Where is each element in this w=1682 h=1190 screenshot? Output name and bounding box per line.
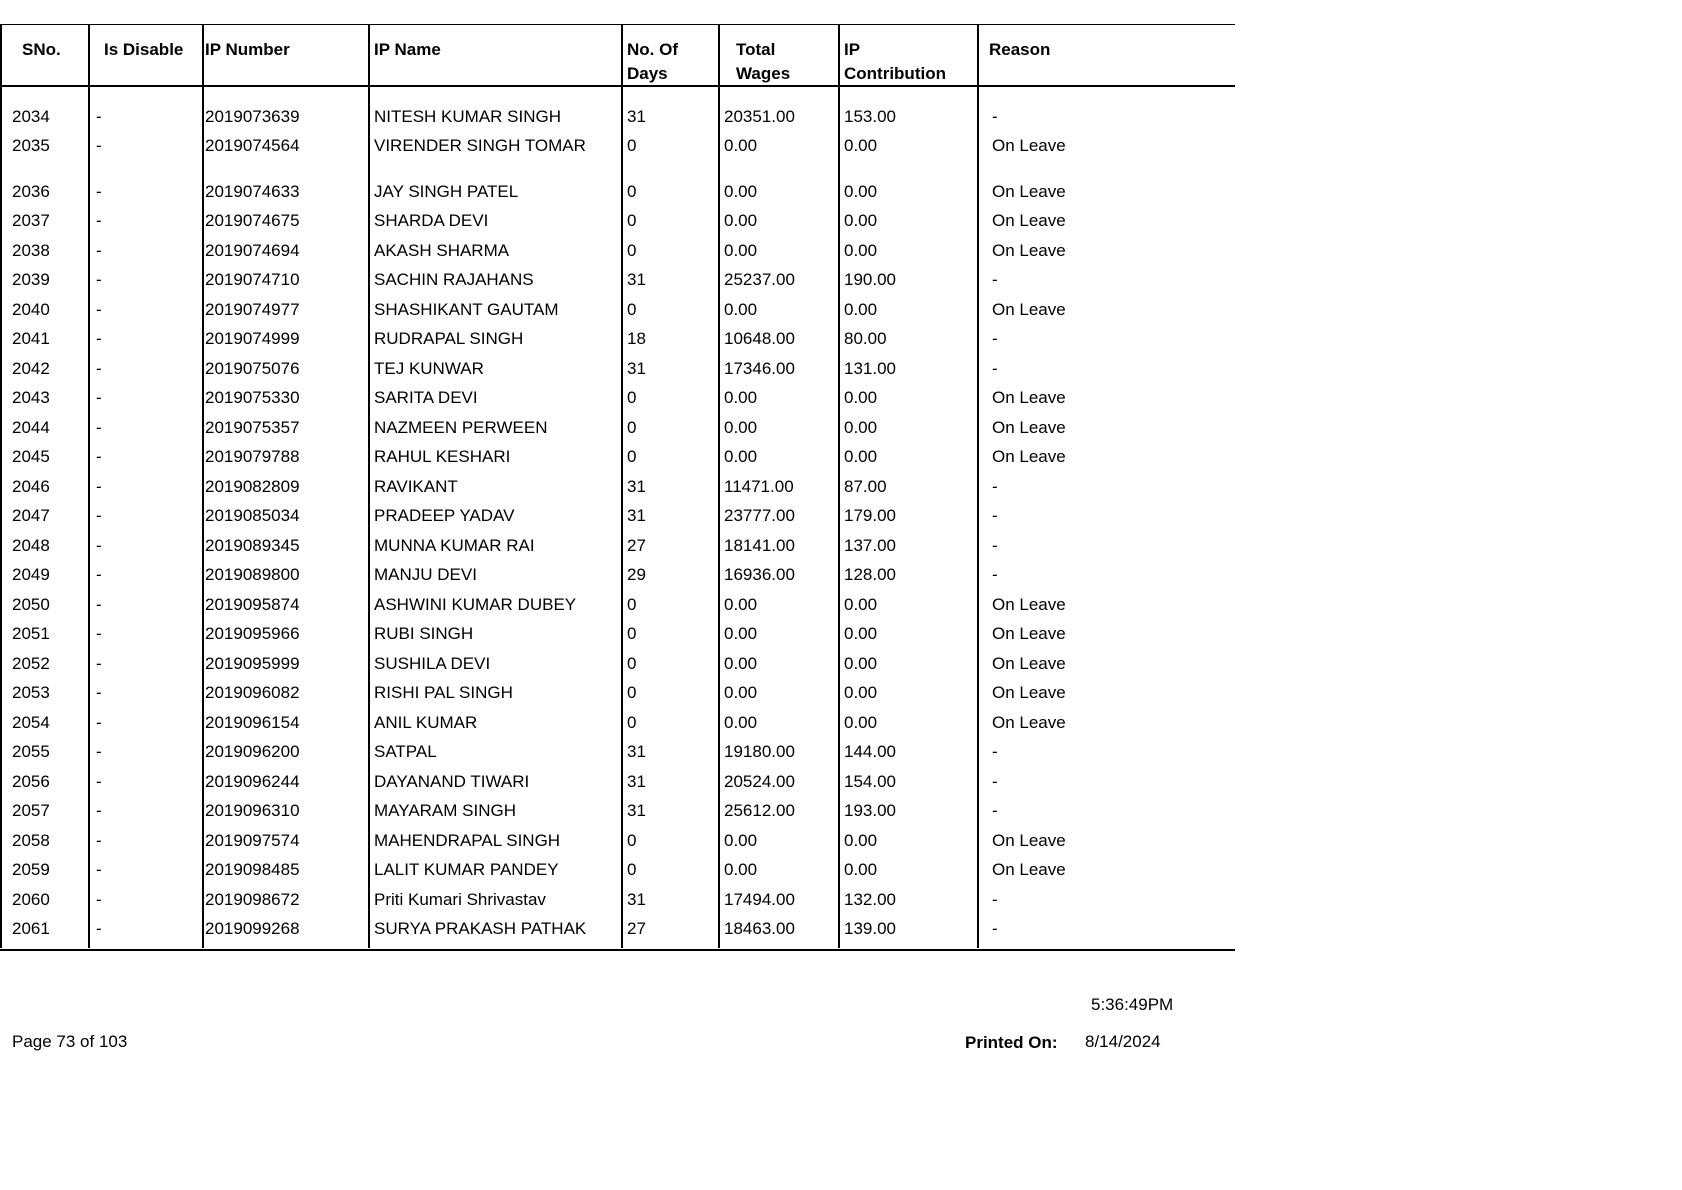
- cell-ip-name: MAHENDRAPAL SINGH: [374, 831, 561, 850]
- cell-reason: On Leave: [992, 418, 1066, 437]
- cell-reason: -: [992, 801, 998, 820]
- cell-total-wages: 20351.00: [724, 107, 795, 126]
- cell-is-disable: -: [96, 182, 102, 201]
- cell-reason: On Leave: [992, 388, 1066, 407]
- cell-ip-number: 2019098485: [205, 860, 300, 879]
- cell-ip-number: 2019074710: [205, 270, 300, 289]
- printed-on-label: Printed On:: [965, 1033, 1058, 1052]
- cell-days: 31: [627, 270, 646, 289]
- cell-ip-contribution: 0.00: [844, 860, 878, 879]
- cell-sno: 2046: [12, 477, 50, 496]
- cell-is-disable: -: [96, 270, 102, 289]
- cell-ip-number: 2019074564: [205, 136, 300, 155]
- cell-ip-contribution: 80.00: [844, 329, 887, 348]
- cell-sno: 2041: [12, 329, 50, 348]
- cell-ip-contribution: 0.00: [844, 182, 878, 201]
- cell-reason: On Leave: [992, 860, 1066, 879]
- header-wages-line1: Total: [736, 40, 776, 59]
- cell-total-wages: 0.00: [724, 300, 758, 319]
- cell-days: 31: [627, 477, 646, 496]
- cell-ip-name: SUSHILA DEVI: [374, 654, 491, 673]
- cell-total-wages: 0.00: [724, 595, 758, 614]
- cell-ip-contribution: 153.00: [844, 107, 896, 126]
- header-contribution-line1: IP: [844, 40, 861, 59]
- cell-sno: 2038: [12, 241, 50, 260]
- header-reason: Reason: [989, 40, 1051, 59]
- cell-is-disable: -: [96, 329, 102, 348]
- cell-reason: On Leave: [992, 654, 1066, 673]
- cell-ip-name: SHASHIKANT GAUTAM: [374, 300, 559, 319]
- header-wages: [736, 38, 790, 86]
- cell-total-wages: 0.00: [724, 831, 758, 850]
- cell-reason: On Leave: [992, 182, 1066, 201]
- cell-days: 0: [627, 831, 637, 850]
- cell-ip-number: 2019096244: [205, 772, 300, 791]
- cell-sno: 2035: [12, 136, 50, 155]
- cell-ip-number: 2019089800: [205, 565, 300, 584]
- cell-days: 31: [627, 772, 646, 791]
- cell-ip-number: 2019074694: [205, 241, 300, 260]
- cell-ip-name: MAYARAM SINGH: [374, 801, 516, 820]
- cell-ip-contribution: 87.00: [844, 477, 887, 496]
- cell-reason: -: [992, 329, 998, 348]
- cell-ip-number: 2019075076: [205, 359, 300, 378]
- header-ip-number: IP Number: [205, 40, 290, 59]
- cell-is-disable: -: [96, 713, 102, 732]
- cell-reason: On Leave: [992, 136, 1066, 155]
- cell-sno: 2051: [12, 624, 50, 643]
- cell-ip-name: SATPAL: [374, 742, 437, 761]
- cell-ip-number: 2019096154: [205, 713, 300, 732]
- cell-is-disable: -: [96, 683, 102, 702]
- cell-ip-name: MANJU DEVI: [374, 565, 477, 584]
- printed-on-date: 8/14/2024: [1085, 1032, 1161, 1051]
- cell-ip-number: 2019096200: [205, 742, 300, 761]
- cell-total-wages: 0.00: [724, 388, 758, 407]
- header-contribution: [844, 38, 946, 86]
- cell-ip-name: VIRENDER SINGH TOMAR: [374, 136, 586, 155]
- cell-ip-contribution: 0.00: [844, 300, 878, 319]
- cell-reason: -: [992, 359, 998, 378]
- cell-sno: 2058: [12, 831, 50, 850]
- cell-ip-number: 2019085034: [205, 506, 300, 525]
- page-number: Page 73 of 103: [12, 1032, 128, 1051]
- cell-reason: On Leave: [992, 211, 1066, 230]
- cell-total-wages: 0.00: [724, 713, 758, 732]
- header-days: [627, 38, 678, 86]
- cell-is-disable: -: [96, 107, 102, 126]
- cell-ip-name: AKASH SHARMA: [374, 241, 510, 260]
- cell-is-disable: -: [96, 742, 102, 761]
- column-divider: [368, 24, 370, 948]
- cell-ip-number: 2019073639: [205, 107, 300, 126]
- column-divider: [202, 24, 204, 948]
- cell-is-disable: -: [96, 211, 102, 230]
- cell-sno: 2044: [12, 418, 50, 437]
- cell-sno: 2061: [12, 919, 50, 938]
- cell-days: 18: [627, 329, 646, 348]
- cell-days: 0: [627, 713, 637, 732]
- cell-ip-number: 2019099268: [205, 919, 300, 938]
- cell-days: 31: [627, 359, 646, 378]
- cell-sno: 2060: [12, 890, 50, 909]
- cell-days: 0: [627, 595, 637, 614]
- header-days-line1: No. Of: [627, 40, 678, 59]
- header-days-line2: Days: [627, 64, 668, 83]
- cell-ip-name: ANIL KUMAR: [374, 713, 478, 732]
- cell-total-wages: 17346.00: [724, 359, 795, 378]
- cell-ip-contribution: 0.00: [844, 418, 878, 437]
- cell-total-wages: 0.00: [724, 683, 758, 702]
- cell-days: 29: [627, 565, 646, 584]
- cell-ip-name: RUBI SINGH: [374, 624, 474, 643]
- cell-ip-number: 2019079788: [205, 447, 300, 466]
- cell-is-disable: -: [96, 536, 102, 555]
- cell-ip-name: SHARDA DEVI: [374, 211, 489, 230]
- cell-ip-contribution: 0.00: [844, 595, 878, 614]
- cell-sno: 2043: [12, 388, 50, 407]
- cell-days: 31: [627, 890, 646, 909]
- cell-total-wages: 0.00: [724, 860, 758, 879]
- cell-ip-name: MUNNA KUMAR RAI: [374, 536, 535, 555]
- cell-ip-name: SURYA PRAKASH PATHAK: [374, 919, 587, 938]
- cell-reason: -: [992, 919, 998, 938]
- cell-ip-contribution: 193.00: [844, 801, 896, 820]
- cell-total-wages: 20524.00: [724, 772, 795, 791]
- cell-days: 27: [627, 536, 646, 555]
- header-sno: SNo.: [22, 40, 61, 59]
- cell-ip-number: 2019098672: [205, 890, 300, 909]
- cell-ip-contribution: 0.00: [844, 447, 878, 466]
- cell-reason: -: [992, 742, 998, 761]
- cell-days: 31: [627, 506, 646, 525]
- cell-is-disable: -: [96, 447, 102, 466]
- header-ip-name: IP Name: [374, 40, 441, 59]
- cell-is-disable: -: [96, 801, 102, 820]
- cell-ip-number: 2019074633: [205, 182, 300, 201]
- cell-days: 0: [627, 624, 637, 643]
- cell-total-wages: 25612.00: [724, 801, 795, 820]
- cell-is-disable: -: [96, 506, 102, 525]
- cell-reason: -: [992, 270, 998, 289]
- cell-days: 0: [627, 683, 637, 702]
- cell-sno: 2047: [12, 506, 50, 525]
- cell-sno: 2037: [12, 211, 50, 230]
- cell-ip-name: PRADEEP YADAV: [374, 506, 515, 525]
- cell-is-disable: -: [96, 919, 102, 938]
- cell-is-disable: -: [96, 241, 102, 260]
- cell-total-wages: 23777.00: [724, 506, 795, 525]
- cell-reason: On Leave: [992, 713, 1066, 732]
- header-wages-line2: Wages: [736, 64, 791, 83]
- cell-ip-number: 2019096082: [205, 683, 300, 702]
- cell-sno: 2053: [12, 683, 50, 702]
- cell-reason: -: [992, 506, 998, 525]
- cell-ip-name: NAZMEEN PERWEEN: [374, 418, 548, 437]
- cell-ip-name: LALIT KUMAR PANDEY: [374, 860, 559, 879]
- cell-ip-contribution: 0.00: [844, 136, 878, 155]
- cell-reason: On Leave: [992, 241, 1066, 260]
- cell-reason: On Leave: [992, 624, 1066, 643]
- cell-is-disable: -: [96, 654, 102, 673]
- cell-ip-contribution: 0.00: [844, 713, 878, 732]
- column-divider: [0, 24, 2, 948]
- cell-sno: 2045: [12, 447, 50, 466]
- cell-sno: 2040: [12, 300, 50, 319]
- cell-ip-contribution: 0.00: [844, 388, 878, 407]
- cell-ip-number: 2019095999: [205, 654, 300, 673]
- cell-total-wages: 25237.00: [724, 270, 795, 289]
- cell-ip-name: DAYANAND TIWARI: [374, 772, 530, 791]
- cell-is-disable: -: [96, 860, 102, 879]
- cell-ip-name: RAVIKANT: [374, 477, 458, 496]
- cell-total-wages: 10648.00: [724, 329, 795, 348]
- cell-sno: 2059: [12, 860, 50, 879]
- cell-sno: 2050: [12, 595, 50, 614]
- cell-reason: -: [992, 536, 998, 555]
- cell-total-wages: 0.00: [724, 447, 758, 466]
- cell-is-disable: -: [96, 565, 102, 584]
- cell-reason: On Leave: [992, 831, 1066, 850]
- column-divider: [838, 24, 840, 948]
- cell-total-wages: 0.00: [724, 624, 758, 643]
- cell-days: 31: [627, 801, 646, 820]
- cell-total-wages: 0.00: [724, 418, 758, 437]
- cell-total-wages: 18463.00: [724, 919, 795, 938]
- cell-ip-name: JAY SINGH PATEL: [374, 182, 519, 201]
- cell-reason: On Leave: [992, 447, 1066, 466]
- cell-total-wages: 0.00: [724, 136, 758, 155]
- cell-ip-contribution: 139.00: [844, 919, 896, 938]
- cell-is-disable: -: [96, 300, 102, 319]
- cell-ip-number: 2019082809: [205, 477, 300, 496]
- cell-is-disable: -: [96, 890, 102, 909]
- cell-days: 0: [627, 300, 637, 319]
- cell-is-disable: -: [96, 772, 102, 791]
- cell-days: 0: [627, 388, 637, 407]
- cell-days: 0: [627, 211, 637, 230]
- cell-days: 0: [627, 860, 637, 879]
- cell-total-wages: 16936.00: [724, 565, 795, 584]
- cell-sno: 2055: [12, 742, 50, 761]
- cell-is-disable: -: [96, 831, 102, 850]
- cell-reason: On Leave: [992, 595, 1066, 614]
- cell-total-wages: 0.00: [724, 182, 758, 201]
- header-divider: [0, 85, 1235, 87]
- cell-ip-name: TEJ KUNWAR: [374, 359, 484, 378]
- cell-ip-contribution: 0.00: [844, 241, 878, 260]
- cell-ip-number: 2019075357: [205, 418, 300, 437]
- header-contribution-line2: Contribution: [844, 64, 946, 83]
- cell-ip-number: 2019075330: [205, 388, 300, 407]
- cell-reason: -: [992, 890, 998, 909]
- cell-ip-number: 2019089345: [205, 536, 300, 555]
- cell-sno: 2057: [12, 801, 50, 820]
- cell-ip-contribution: 128.00: [844, 565, 896, 584]
- cell-reason: On Leave: [992, 300, 1066, 319]
- cell-total-wages: 11471.00: [724, 477, 794, 496]
- cell-ip-contribution: 154.00: [844, 772, 896, 791]
- cell-sno: 2054: [12, 713, 50, 732]
- cell-sno: 2048: [12, 536, 50, 555]
- cell-ip-contribution: 132.00: [844, 890, 896, 909]
- cell-is-disable: -: [96, 477, 102, 496]
- cell-total-wages: 18141.00: [724, 536, 795, 555]
- cell-sno: 2034: [12, 107, 50, 126]
- cell-days: 0: [627, 654, 637, 673]
- cell-sno: 2056: [12, 772, 50, 791]
- table-frame: [0, 24, 1235, 951]
- cell-total-wages: 0.00: [724, 211, 758, 230]
- cell-ip-name: Priti Kumari Shrivastav: [374, 890, 546, 909]
- column-divider: [718, 24, 720, 948]
- print-time: 5:36:49PM: [1091, 995, 1174, 1014]
- cell-is-disable: -: [96, 136, 102, 155]
- cell-ip-number: 2019095966: [205, 624, 300, 643]
- cell-sno: 2052: [12, 654, 50, 673]
- cell-ip-contribution: 0.00: [844, 211, 878, 230]
- cell-ip-contribution: 0.00: [844, 654, 878, 673]
- column-divider: [977, 24, 979, 948]
- cell-sno: 2049: [12, 565, 50, 584]
- cell-ip-contribution: 179.00: [844, 506, 896, 525]
- cell-ip-name: SARITA DEVI: [374, 388, 478, 407]
- cell-is-disable: -: [96, 624, 102, 643]
- cell-reason: On Leave: [992, 683, 1066, 702]
- cell-ip-number: 2019074675: [205, 211, 300, 230]
- cell-ip-number: 2019074999: [205, 329, 300, 348]
- header-is-disable: Is Disable: [104, 40, 184, 59]
- cell-total-wages: 19180.00: [724, 742, 795, 761]
- cell-ip-number: 2019074977: [205, 300, 300, 319]
- cell-is-disable: -: [96, 388, 102, 407]
- cell-ip-number: 2019097574: [205, 831, 300, 850]
- cell-days: 0: [627, 182, 637, 201]
- cell-ip-name: RAHUL KESHARI: [374, 447, 511, 466]
- cell-sno: 2042: [12, 359, 50, 378]
- cell-ip-name: RUDRAPAL SINGH: [374, 329, 524, 348]
- cell-days: 0: [627, 418, 637, 437]
- cell-ip-contribution: 190.00: [844, 270, 896, 289]
- cell-ip-contribution: 144.00: [844, 742, 896, 761]
- cell-days: 31: [627, 107, 646, 126]
- cell-sno: 2039: [12, 270, 50, 289]
- cell-total-wages: 17494.00: [724, 890, 795, 909]
- cell-ip-contribution: 0.00: [844, 683, 878, 702]
- cell-reason: -: [992, 107, 998, 126]
- cell-ip-number: 2019096310: [205, 801, 300, 820]
- cell-is-disable: -: [96, 418, 102, 437]
- cell-total-wages: 0.00: [724, 654, 758, 673]
- cell-ip-name: ASHWINI KUMAR DUBEY: [374, 595, 577, 614]
- cell-ip-contribution: 131.00: [844, 359, 896, 378]
- cell-days: 0: [627, 241, 637, 260]
- column-divider: [621, 24, 623, 948]
- cell-reason: -: [992, 565, 998, 584]
- cell-days: 0: [627, 447, 637, 466]
- cell-ip-name: RISHI PAL SINGH: [374, 683, 513, 702]
- cell-ip-contribution: 0.00: [844, 831, 878, 850]
- cell-ip-name: NITESH KUMAR SINGH: [374, 107, 562, 126]
- cell-is-disable: -: [96, 595, 102, 614]
- cell-sno: 2036: [12, 182, 50, 201]
- cell-ip-name: SACHIN RAJAHANS: [374, 270, 534, 289]
- cell-days: 31: [627, 742, 646, 761]
- cell-days: 0: [627, 136, 637, 155]
- cell-ip-number: 2019095874: [205, 595, 300, 614]
- cell-reason: -: [992, 477, 998, 496]
- cell-ip-contribution: 137.00: [844, 536, 896, 555]
- column-divider: [88, 24, 90, 948]
- cell-total-wages: 0.00: [724, 241, 758, 260]
- cell-ip-contribution: 0.00: [844, 624, 878, 643]
- cell-is-disable: -: [96, 359, 102, 378]
- cell-days: 27: [627, 919, 646, 938]
- cell-reason: -: [992, 772, 998, 791]
